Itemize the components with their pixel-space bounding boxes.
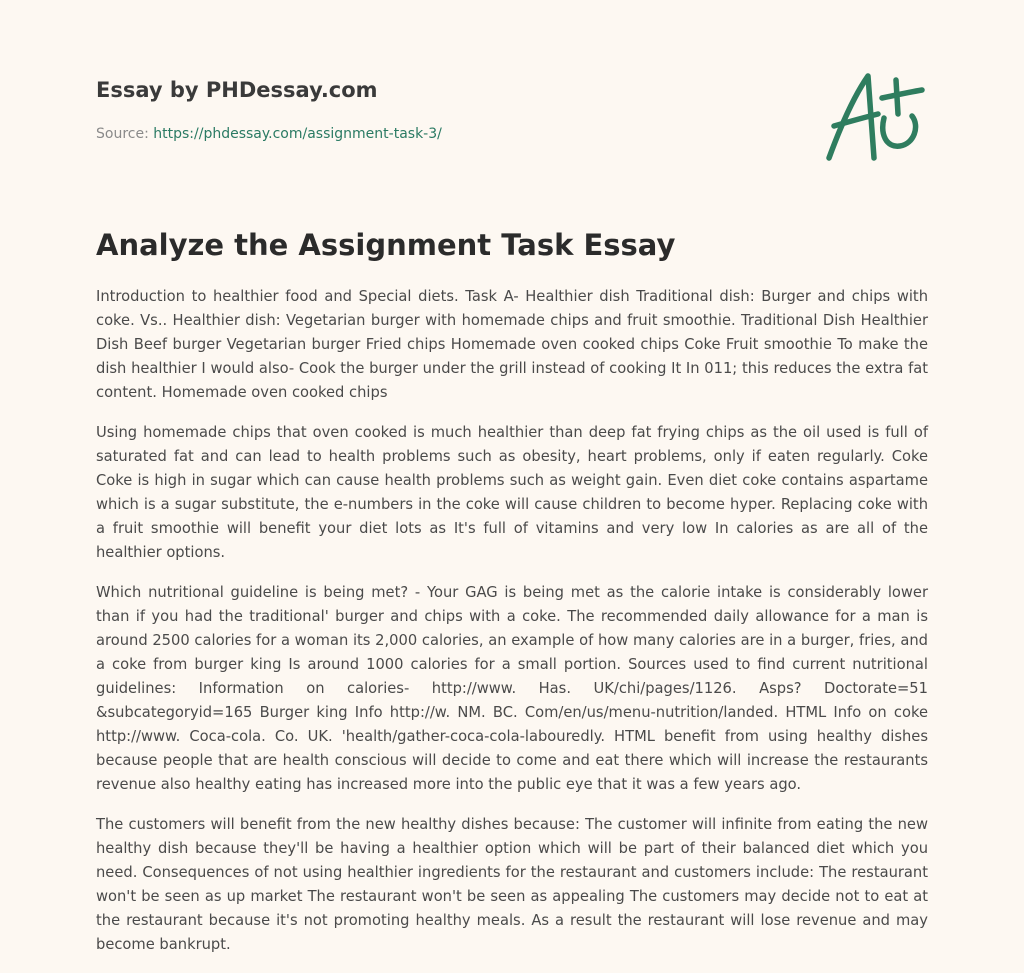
site-title: Essay by PHDessay.com (96, 78, 378, 102)
essay-title: Analyze the Assignment Task Essay (96, 228, 676, 262)
source-link[interactable]: https://phdessay.com/assignment-task-3/ (153, 126, 442, 142)
source-label: Source: (96, 126, 154, 142)
a-plus-grade-icon (818, 64, 932, 168)
site-header (96, 76, 796, 144)
essay-paragraph: The customers will benefit from the new healthy dishes because: The customer will infinite from eating the new healthy dish because they'll be having a healthier option which will be part of their balanced diet which you need. Consequences of not using healthier ingredients for the restaurant and customers include: The restaurant won't be seen as up market The restaurant won't be seen as appealing The customers may decide not to eat at the restaurant because it's not promoting healthy meals. As a result the restaurant will lose revenue and may become bankrupt. (96, 816, 928, 953)
essay-paragraph: Which nutritional guideline is being met? - Your GAG is being met as the calorie intake is considerably lower than if you had the traditional' burger and chips with a coke. The recommended daily allowance for a man is around 2500 calories for a woman its 2,000 calories, an example of how many calories are in a burger, fries, and a coke from burger king Is around 1000 calories for a small portion. Sources used to find current nutritional guidelines: Information on calories- http://www. Has. UK/chi/pages/1126. Asps? Doctorate=51 &subcategoryid=165 Burger king Info http://w. NM. BC. Com/en/us/menu-nutrition/landed. HTML Info on coke http://www. Coca-cola. Co. UK. 'health/gather-coca-cola-labouredly. HTML benefit from using healthy dishes because people that are health conscious will decide to come and eat there which will increase the restaurants revenue also healthy eating has increased more into the public eye that it was a few years ago. (96, 584, 928, 793)
essay-body (96, 285, 928, 973)
essay-paragraph: Using homemade chips that oven cooked is much healthier than deep fat frying chips as the oil used is full of saturated fat and can lead to health problems such as obesity, heart problems, only if eaten regularly. Coke Coke is high in sugar which can cause health problems such as weight gain. Even diet coke contains aspartame which is a sugar substitute, the e-numbers in the coke will cause children to become hyper. Replacing coke with a fruit smoothie will benefit your diet lots as It's full of vitamins and very low In calories as are all of the healthier options. (96, 424, 928, 561)
essay-paragraph: Introduction to healthier food and Special diets. Task A- Healthier dish Traditional dish: Burger and chips with coke. Vs.. Healthier dish: Vegetarian burger with homemade chips and fruit smoothie. Traditional Dish Healthier Dish Beef burger Vegetarian burger Fried chips Homemade oven cooked chips Coke Fruit smoothie To make the dish healthier I would also- Cook the burger under the grill instead of cooking It In 011; this reduces the extra fat content. Homemade oven cooked chips (96, 288, 928, 401)
source-line (96, 124, 796, 144)
